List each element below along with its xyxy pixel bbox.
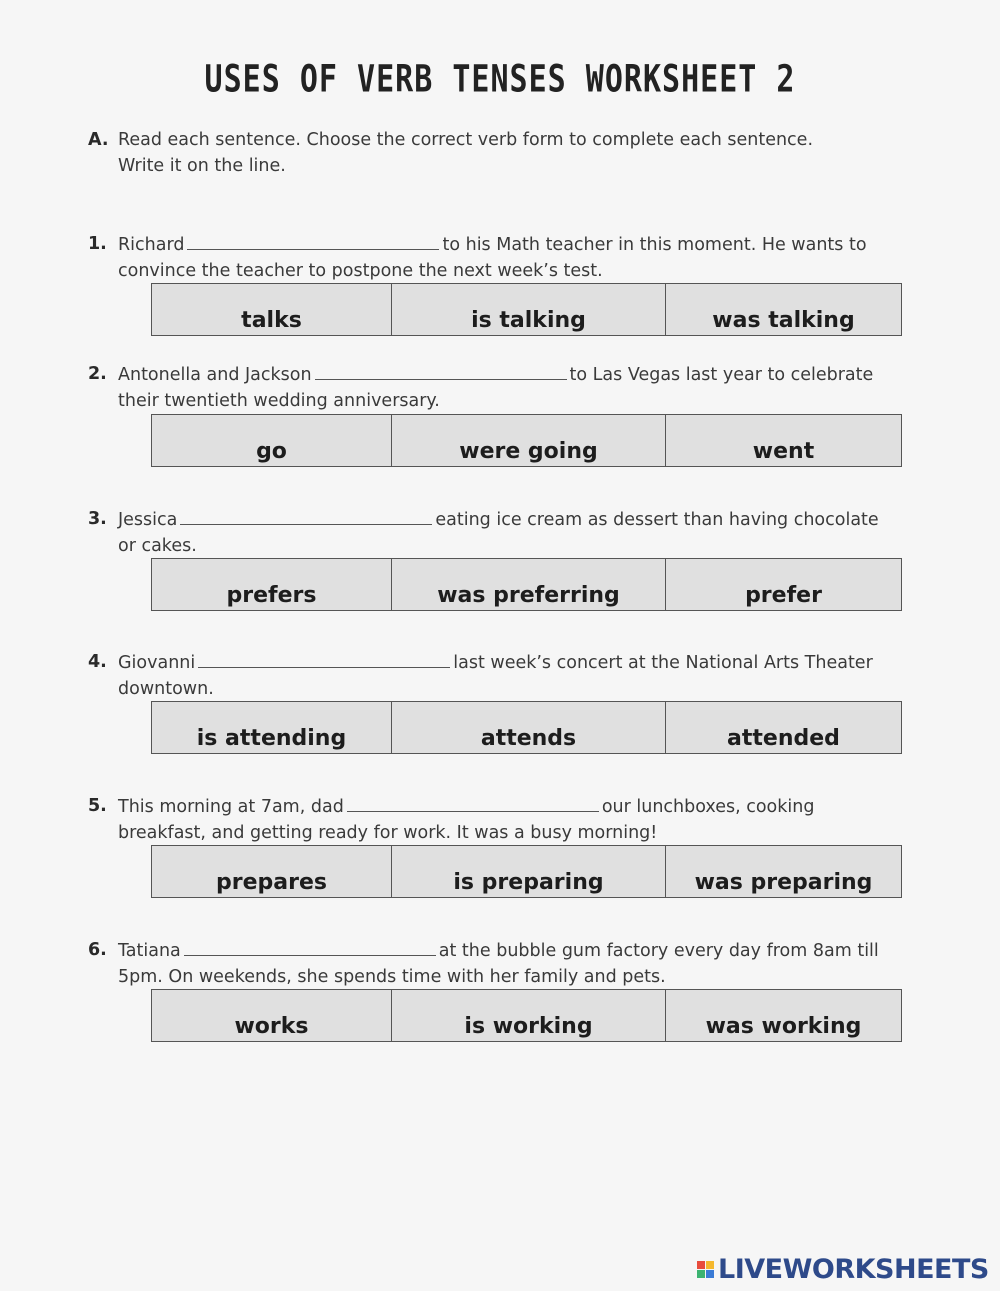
- question-number: 6.: [88, 940, 107, 960]
- option-cell[interactable]: is working: [392, 990, 666, 1041]
- question-4: [88, 649, 948, 702]
- options-row-4: [151, 701, 902, 754]
- question-text-before: Richard: [118, 235, 185, 255]
- logo-square: [697, 1261, 705, 1269]
- option-cell[interactable]: attended: [727, 726, 840, 751]
- option-cell[interactable]: was talking: [712, 308, 855, 333]
- question-text-after: to his Math teacher in this moment. He wants to: [442, 235, 867, 255]
- option-cell[interactable]: is attending: [152, 702, 392, 753]
- option-cell[interactable]: was preferring: [392, 559, 666, 610]
- question-text-after: eating ice cream as dessert than having chocolate: [435, 510, 879, 530]
- question-number: 3.: [88, 509, 107, 529]
- option-cell[interactable]: prepares: [152, 846, 392, 897]
- logo-square: [697, 1270, 705, 1278]
- answer-blank[interactable]: [180, 506, 432, 525]
- answer-blank[interactable]: [198, 649, 450, 668]
- option-cell[interactable]: attends: [392, 702, 666, 753]
- instruction-line-2: Write it on the line.: [118, 156, 286, 176]
- answer-blank[interactable]: [315, 361, 567, 380]
- question-line-2: breakfast, and getting ready for work. It was a busy morning!: [118, 823, 658, 843]
- option-cell[interactable]: talks: [152, 284, 392, 335]
- question-1: [88, 231, 948, 284]
- question-number: 4.: [88, 652, 107, 672]
- question-text-before: Giovanni: [118, 653, 196, 673]
- logo-square: [706, 1261, 714, 1269]
- question-text-before: This morning at 7am, dad: [118, 797, 344, 817]
- options-row-6: [151, 989, 902, 1042]
- instructions: [88, 127, 948, 179]
- liveworksheets-logo: [697, 1254, 989, 1285]
- question-text-before: Jessica: [118, 510, 178, 530]
- question-3: [88, 506, 948, 559]
- option-cell[interactable]: went: [752, 439, 815, 464]
- option-cell[interactable]: were going: [392, 415, 666, 466]
- instruction-line-1: Read each sentence. Choose the correct verb form to complete each sentence.: [118, 130, 814, 150]
- options-row-5: [151, 845, 902, 898]
- answer-blank[interactable]: [184, 937, 436, 956]
- options-row-3: [151, 558, 902, 611]
- option-cell[interactable]: was preparing: [694, 870, 873, 895]
- question-line-2: their twentieth wedding anniversary.: [118, 391, 440, 411]
- question-text-after: at the bubble gum factory every day from 8am till: [438, 941, 879, 961]
- question-text-before: Antonella and Jackson: [118, 365, 312, 385]
- option-cell[interactable]: is preparing: [392, 846, 666, 897]
- question-line-2: downtown.: [118, 679, 214, 699]
- section-mark: A.: [88, 130, 109, 150]
- answer-blank[interactable]: [347, 793, 599, 812]
- question-text-after: last week’s concert at the National Arts Theater: [453, 653, 873, 673]
- question-2: [88, 361, 948, 414]
- question-line-2: or cakes.: [118, 536, 197, 556]
- option-cell[interactable]: prefer: [745, 583, 822, 608]
- question-text-after: to Las Vegas last year to celebrate: [569, 365, 874, 385]
- worksheet-title: USES OF VERB TENSES WORKSHEET 2: [204, 57, 796, 102]
- option-cell[interactable]: prefers: [152, 559, 392, 610]
- brand-name: LIVEWORKSHEETS: [718, 1254, 989, 1285]
- question-number: 5.: [88, 796, 107, 816]
- question-text-after: our lunchboxes, cooking: [601, 797, 815, 817]
- question-text-before: Tatiana: [118, 941, 181, 961]
- option-cell[interactable]: go: [152, 415, 392, 466]
- option-cell[interactable]: works: [152, 990, 392, 1041]
- question-6: [88, 937, 948, 990]
- answer-blank[interactable]: [187, 231, 439, 250]
- logo-square: [706, 1270, 714, 1278]
- question-5: [88, 793, 948, 846]
- option-cell[interactable]: is talking: [392, 284, 666, 335]
- options-row-2: [151, 414, 902, 467]
- question-number: 2.: [88, 364, 107, 384]
- question-line-2: convince the teacher to postpone the next week’s test.: [118, 261, 603, 281]
- option-cell[interactable]: was working: [705, 1014, 862, 1039]
- question-number: 1.: [88, 234, 107, 254]
- options-row-1: [151, 283, 902, 336]
- logo-squares-icon: [697, 1261, 714, 1278]
- question-line-2: 5pm. On weekends, she spends time with her family and pets.: [118, 967, 666, 987]
